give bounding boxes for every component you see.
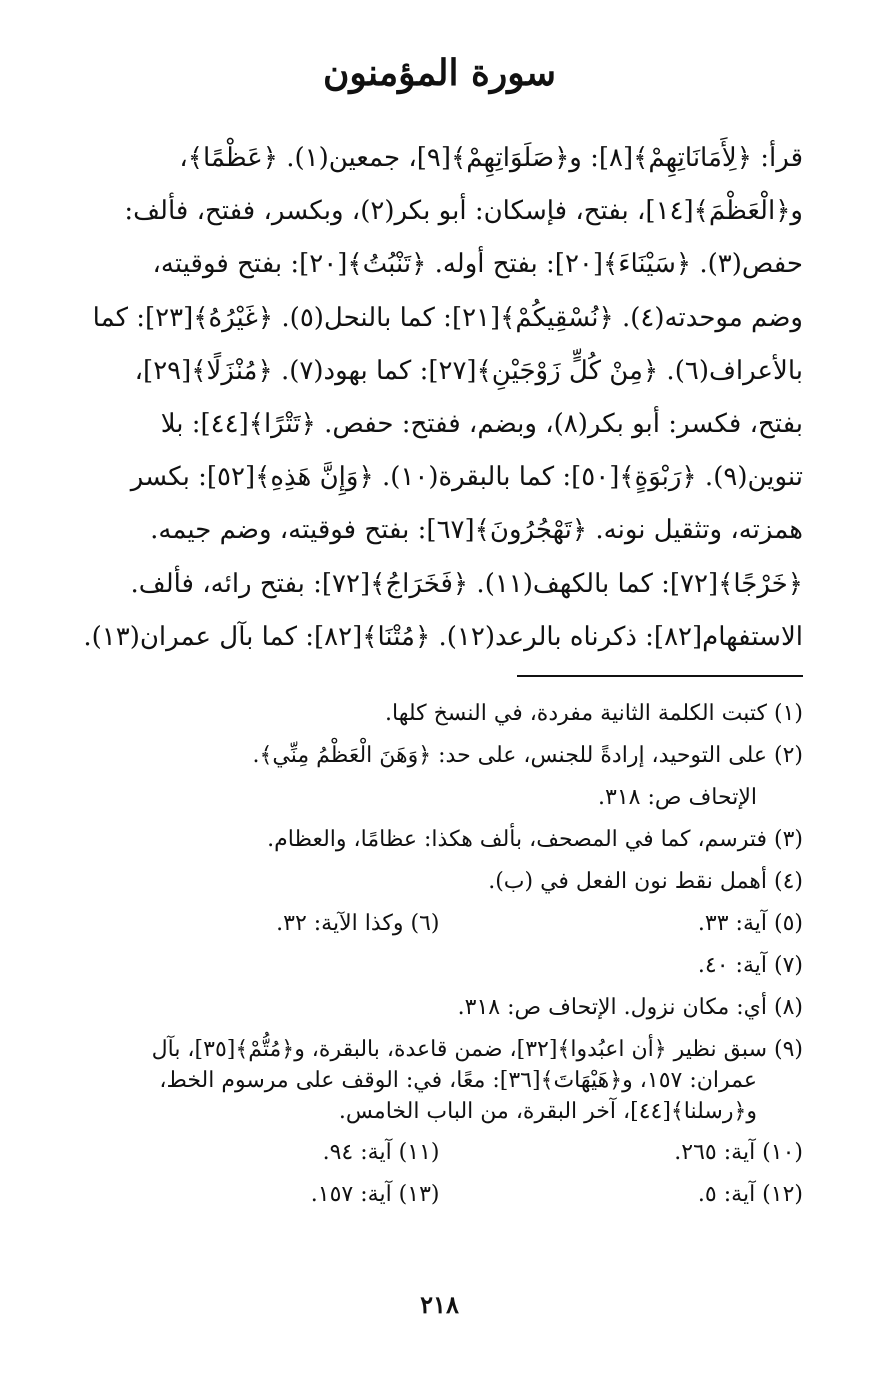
- footnote-row-10-11: [76, 1132, 803, 1174]
- text-line: بفتح، فكسر: أبو بكر(٨)، وبضم، ففتح: حفص. ﴿تَتْرًا﴾[٤٤]: بلا: [160, 408, 803, 439]
- footnote-8: (٨) أي: مكان نزول. الإتحاف ص: ٣١٨.: [457, 995, 803, 1020]
- footnote-7: (٧) آية: ٤٠.: [697, 953, 803, 978]
- footnote-10: (١٠) آية: ٢٦٥.: [674, 1140, 803, 1165]
- footnote-5: (٥) آية: ٣٣.: [697, 911, 803, 936]
- text-line: ﴿خَرْجًا﴾[٧٢]: كما بالكهف(١١). ﴿فَخَرَاجُ﴾[٧٢]: بفتح رائه، فألف.: [130, 568, 803, 599]
- footnote-9-line: و﴿رسلنا﴾[٤٤]، آخر البقرة، من الباب الخامس.: [338, 1099, 757, 1124]
- footnote-11: (١١) آية: ٩٤.: [322, 1140, 440, 1165]
- footnote-13: (١٣) آية: ١٥٧.: [310, 1182, 440, 1207]
- text-line: بالأعراف(٦). ﴿مِنْ كُلٍّ زَوْجَيْنِ﴾[٢٧]: كما بهود(٧). ﴿مُنْزَلًا﴾[٢٩]،: [134, 355, 803, 386]
- text-line: وضم موحدته(٤). ﴿نُسْقِيكُمْ﴾[٢١]: كما بالنحل(٥). ﴿غَيْرُهُ﴾[٢٣]: كما: [92, 302, 803, 333]
- text-line: و﴿الْعَظْمَ﴾[١٤]، بفتح، فإسكان: أبو بكر(٢)، وبكسر، ففتح، فألف:: [124, 196, 803, 227]
- page-number: ٢١٨: [420, 1290, 459, 1319]
- main-text: [76, 132, 803, 664]
- footnote-2-continued: الإتحاف ص: ٣١٨.: [598, 785, 757, 810]
- text-line: حفص(٣). ﴿سَيْنَاءَ﴾[٢٠]: بفتح أوله. ﴿تَنْبُتُ﴾[٢٠]: بفتح فوقيته،: [152, 249, 803, 280]
- footnotes: [76, 693, 803, 1216]
- footnote-divider: [517, 675, 803, 677]
- footnote-4: (٤) أهمل نقط نون الفعل في (ب).: [488, 869, 803, 894]
- footnote-12: (١٢) آية: ٥.: [697, 1182, 803, 1207]
- footnote-9-line: (٩) سبق نظير ﴿أن اعبُدوا﴾[٣٢]، ضمن قاعدة، بالبقرة، و﴿مُتُّمْ﴾[٣٥]، بآل: [151, 1037, 803, 1062]
- footnote-1: (١) كتبت الكلمة الثانية مفردة، في النسخ كلها.: [385, 701, 803, 726]
- footnote-9-line: عمران: ١٥٧، و﴿هَيْهَاتَ﴾[٣٦]: معًا، في: الوقف على مرسوم الخط،: [159, 1068, 757, 1093]
- footnote-3: (٣) فترسم، كما في المصحف، بألف هكذا: عظامًا، والعظام.: [267, 827, 803, 852]
- text-line: قرأ: ﴿لِأَمَانَاتِهِمْ﴾[٨]: و﴿صَلَوَاتِهِمْ﴾[٩]، جمعين(١). ﴿عَظْمًا﴾،: [179, 143, 803, 173]
- page-title: سورة المؤمنون: [322, 52, 557, 94]
- footnote-9: [76, 1029, 803, 1132]
- footnote-row-12-13: [76, 1174, 803, 1216]
- text-line: الاستفهام[٨٢]: ذكرناه بالرعد(١٢). ﴿مُتْنَا﴾[٨٢]: كما بآل عمران(١٣).: [83, 621, 803, 652]
- text-line: تنوين(٩). ﴿رَبْوَةٍ﴾[٥٠]: كما بالبقرة(١٠). ﴿وَإِنَّ هَذِهِ﴾[٥٢]: بكسر: [130, 462, 803, 493]
- text-line: همزته، وتثقيل نونه. ﴿تَهْجُرُونَ﴾[٦٧]: بفتح فوقيته، وضم جيمه.: [150, 515, 803, 546]
- footnote-2: (٢) على التوحيد، إرادةً للجنس، على حد: ﴿وَهَنَ الْعَظْمُ مِنِّي﴾.: [252, 743, 803, 768]
- footnote-6: (٦) وكذا الآية: ٣٢.: [276, 911, 440, 936]
- footnote-row-5-6: [76, 903, 803, 945]
